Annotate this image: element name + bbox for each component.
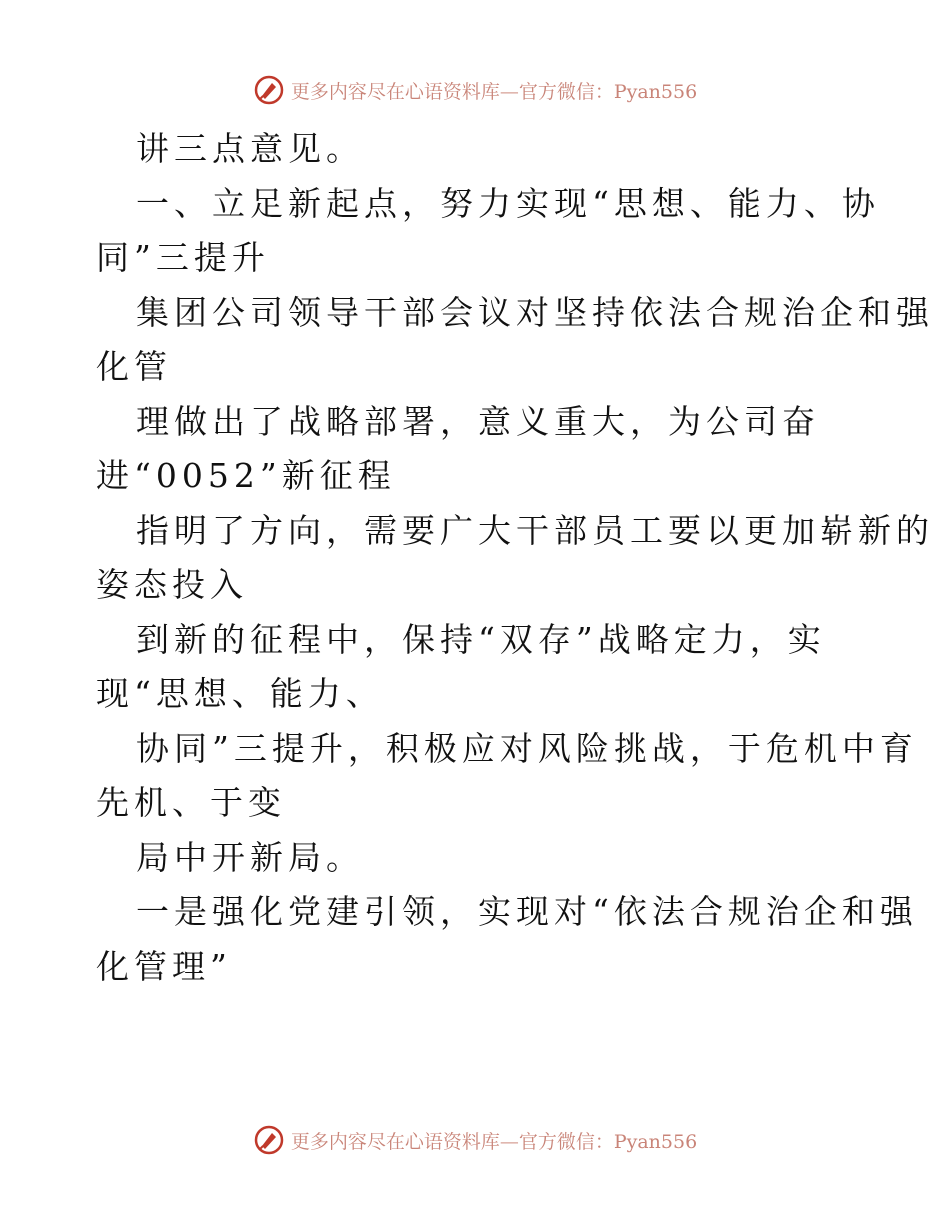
- text-line: 同”三提升: [96, 238, 270, 277]
- footer-wechat: 官方微信：Pyan556: [518, 1130, 698, 1153]
- header-brand: 更多内容尽在心语资料库: [290, 80, 500, 103]
- text-line: 化管理”: [96, 946, 232, 986]
- header-wechat: 官方微信：Pyan556: [518, 80, 698, 103]
- text-line: 协同”三提升，积极应对风险挑战，于危机中育: [136, 728, 918, 768]
- text-line: 指明了方向，需要广大干部员工要以更加崭新的: [136, 510, 934, 550]
- text-line: 现“思想、能力、: [96, 674, 384, 713]
- pen-nib-logo-icon: [253, 1124, 285, 1156]
- text-line: 一、立足新起点，努力实现“思想、能力、协: [136, 183, 880, 223]
- text-line: 理做出了战略部署，意义重大，为公司奋: [136, 401, 820, 441]
- text-line: 一是强化党建引领，实现对“依法合规治企和强: [136, 892, 918, 931]
- header-watermark: [0, 70, 950, 110]
- footer-brand: 更多内容尽在心语资料库: [290, 1130, 500, 1153]
- text-line: 化管: [96, 347, 172, 386]
- text-line: 集团公司领导干部会议对坚持依法合规治企和强: [136, 292, 934, 332]
- text-line: 局中开新局。: [136, 837, 364, 877]
- text-line: 姿态投入: [96, 565, 248, 604]
- pen-nib-logo-icon: [253, 74, 285, 106]
- footer-watermark: [0, 1120, 950, 1160]
- text-line: 先机、于变: [96, 783, 286, 822]
- header-separator: —: [499, 80, 519, 103]
- text-line: 到新的征程中，保持“双存”战略定力，实: [136, 619, 826, 659]
- footer-separator: —: [499, 1130, 519, 1153]
- footer-watermark-text: [291, 1127, 697, 1154]
- text-line: 进“0052”新征程: [96, 456, 396, 495]
- text-line: 讲三点意见。: [136, 129, 364, 168]
- header-watermark-text: [291, 77, 697, 104]
- document-body: [96, 122, 934, 994]
